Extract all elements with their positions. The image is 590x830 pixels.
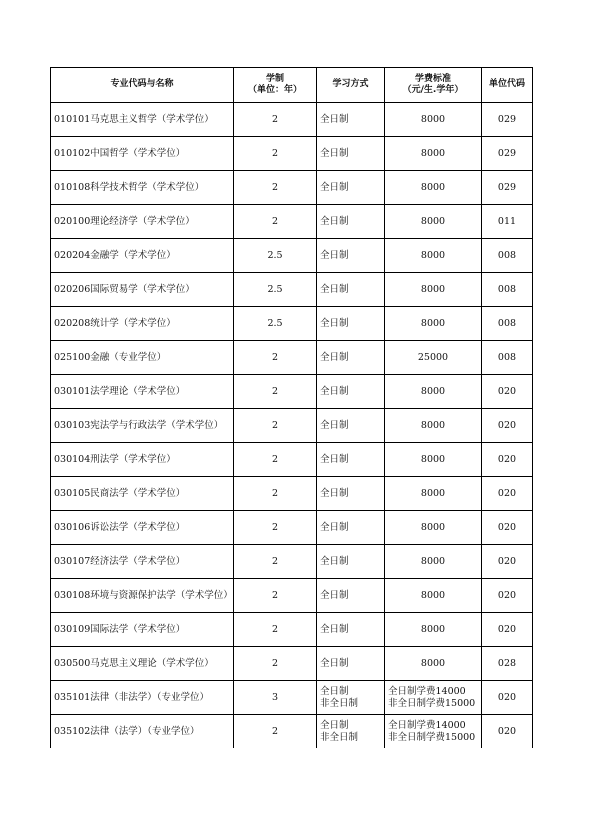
major-name-cell: 020204金融学（学术学位）	[51, 239, 234, 273]
tuition-value: 全日制学费14000	[388, 719, 466, 731]
study-mode-value: 全日制	[320, 487, 349, 499]
tuition-cell	[385, 715, 482, 749]
tuition-cell	[385, 273, 482, 307]
tuition-value: 8000	[420, 589, 446, 601]
unit-code-cell: 029	[482, 103, 533, 137]
tuition-cell	[385, 443, 482, 477]
major-name-cell: 030500马克思主义理论（学术学位）	[51, 647, 234, 681]
study-mode-value: 全日制	[320, 283, 349, 295]
table-row	[51, 103, 533, 137]
study-mode-cell	[317, 477, 385, 511]
duration-cell: 3	[234, 681, 317, 715]
tuition-table	[50, 67, 533, 748]
unit-code-cell: 020	[482, 613, 533, 647]
duration-cell: 2	[234, 613, 317, 647]
unit-code-cell: 020	[482, 375, 533, 409]
table-row	[51, 341, 533, 375]
major-name-cell: 030107经济法学（学术学位）	[51, 545, 234, 579]
duration-cell: 2	[234, 511, 317, 545]
header-major-line: 专业代码与名称	[110, 79, 174, 90]
study-mode-value: 全日制	[320, 419, 349, 431]
unit-code-cell: 020	[482, 409, 533, 443]
tuition-value: 8000	[420, 283, 446, 295]
tuition-value: 非全日制学费15000	[388, 731, 476, 743]
table-row	[51, 273, 533, 307]
table-row	[51, 307, 533, 341]
major-name-cell: 035101法律（非法学）（专业学位）	[51, 681, 234, 715]
table-row	[51, 715, 533, 749]
table-row	[51, 579, 533, 613]
table-body	[51, 103, 533, 749]
tuition-value: 8000	[420, 113, 446, 125]
tuition-value: 8000	[420, 657, 446, 669]
tuition-cell	[385, 205, 482, 239]
header-study-mode-line: 学习方式	[332, 79, 369, 90]
table-row	[51, 511, 533, 545]
unit-code-cell: 020	[482, 715, 533, 749]
table-row	[51, 375, 533, 409]
unit-code-cell: 020	[482, 681, 533, 715]
study-mode-cell	[317, 171, 385, 205]
table-row	[51, 239, 533, 273]
header-row	[51, 68, 533, 103]
study-mode-cell	[317, 409, 385, 443]
tuition-value: 8000	[420, 385, 446, 397]
header-major	[51, 68, 234, 103]
study-mode-cell	[317, 715, 385, 749]
tuition-cell	[385, 341, 482, 375]
study-mode-cell	[317, 511, 385, 545]
study-mode-value: 全日制	[320, 685, 349, 697]
tuition-cell	[385, 137, 482, 171]
unit-code-cell: 008	[482, 273, 533, 307]
study-mode-value: 全日制	[320, 521, 349, 533]
tuition-cell	[385, 511, 482, 545]
header-tuition-line: 学费标准	[414, 73, 451, 84]
study-mode-cell	[317, 103, 385, 137]
duration-cell: 2	[234, 715, 317, 749]
unit-code-cell: 029	[482, 137, 533, 171]
tuition-value: 8000	[420, 487, 446, 499]
study-mode-cell	[317, 137, 385, 171]
duration-cell: 2	[234, 103, 317, 137]
study-mode-value: 全日制	[320, 589, 349, 601]
study-mode-value: 全日制	[320, 317, 349, 329]
study-mode-cell	[317, 239, 385, 273]
table-row	[51, 205, 533, 239]
study-mode-cell	[317, 273, 385, 307]
tuition-cell	[385, 375, 482, 409]
table-row	[51, 171, 533, 205]
study-mode-value: 全日制	[320, 249, 349, 261]
tuition-value: 8000	[420, 249, 446, 261]
study-mode-value: 非全日制	[320, 697, 359, 709]
header-tuition-line: （元/生.学年）	[402, 85, 464, 95]
study-mode-value: 全日制	[320, 181, 349, 193]
table-row	[51, 681, 533, 715]
study-mode-cell	[317, 579, 385, 613]
table-header	[51, 68, 533, 103]
study-mode-value: 全日制	[320, 215, 349, 227]
table-row	[51, 409, 533, 443]
study-mode-value: 全日制	[320, 719, 349, 731]
duration-cell: 2	[234, 171, 317, 205]
major-name-cell: 030106诉讼法学（学术学位）	[51, 511, 234, 545]
study-mode-cell	[317, 307, 385, 341]
tuition-cell	[385, 409, 482, 443]
tuition-value: 全日制学费14000	[388, 685, 466, 697]
unit-code-cell: 020	[482, 511, 533, 545]
study-mode-value: 全日制	[320, 113, 349, 125]
tuition-cell	[385, 239, 482, 273]
major-name-cell: 025100金融（专业学位）	[51, 341, 234, 375]
header-duration-line: 学制	[265, 73, 284, 84]
major-name-cell: 030108环境与资源保护法学（学术学位）	[51, 579, 234, 613]
study-mode-value: 全日制	[320, 385, 349, 397]
table-row	[51, 647, 533, 681]
duration-cell: 2	[234, 375, 317, 409]
tuition-cell	[385, 579, 482, 613]
tuition-cell	[385, 477, 482, 511]
table-row	[51, 613, 533, 647]
study-mode-cell	[317, 613, 385, 647]
tuition-value: 8000	[420, 453, 446, 465]
duration-cell: 2	[234, 477, 317, 511]
table-row	[51, 477, 533, 511]
tuition-cell	[385, 103, 482, 137]
duration-cell: 2	[234, 443, 317, 477]
tuition-value: 8000	[420, 419, 446, 431]
unit-code-cell: 008	[482, 341, 533, 375]
duration-cell: 2	[234, 647, 317, 681]
unit-code-cell: 020	[482, 443, 533, 477]
tuition-value: 8000	[420, 623, 446, 635]
major-name-cell: 030105民商法学（学术学位）	[51, 477, 234, 511]
tuition-cell	[385, 545, 482, 579]
major-name-cell: 035102法律（法学）（专业学位）	[51, 715, 234, 749]
unit-code-cell: 008	[482, 307, 533, 341]
unit-code-cell: 020	[482, 545, 533, 579]
table-row	[51, 443, 533, 477]
header-unit-code-line: 单位代码	[488, 79, 525, 90]
study-mode-cell	[317, 647, 385, 681]
tuition-value: 8000	[420, 147, 446, 159]
header-study-mode	[317, 68, 385, 103]
table-row	[51, 545, 533, 579]
tuition-value: 非全日制学费15000	[388, 697, 476, 709]
unit-code-cell: 008	[482, 239, 533, 273]
tuition-value: 8000	[420, 521, 446, 533]
tuition-cell	[385, 613, 482, 647]
major-name-cell: 020100理论经济学（学术学位）	[51, 205, 234, 239]
study-mode-value: 全日制	[320, 657, 349, 669]
header-unit-code	[482, 68, 533, 103]
major-name-cell: 020206国际贸易学（学术学位）	[51, 273, 234, 307]
study-mode-cell	[317, 341, 385, 375]
major-name-cell: 030103宪法学与行政法学（学术学位）	[51, 409, 234, 443]
unit-code-cell: 028	[482, 647, 533, 681]
major-name-cell: 030104刑法学（学术学位）	[51, 443, 234, 477]
major-name-cell: 030109国际法学（学术学位）	[51, 613, 234, 647]
tuition-value: 8000	[420, 215, 446, 227]
tuition-cell	[385, 307, 482, 341]
unit-code-cell: 029	[482, 171, 533, 205]
study-mode-value: 全日制	[320, 351, 349, 363]
table-row	[51, 137, 533, 171]
major-name-cell: 010108科学技术哲学（学术学位）	[51, 171, 234, 205]
unit-code-cell: 020	[482, 477, 533, 511]
unit-code-cell: 020	[482, 579, 533, 613]
major-name-cell: 010102中国哲学（学术学位）	[51, 137, 234, 171]
tuition-value: 25000	[417, 351, 449, 363]
duration-cell: 2	[234, 205, 317, 239]
header-tuition	[385, 68, 482, 103]
duration-cell: 2	[234, 137, 317, 171]
duration-cell: 2.5	[234, 239, 317, 273]
unit-code-cell: 011	[482, 205, 533, 239]
duration-cell: 2.5	[234, 307, 317, 341]
header-duration-line: （单位：年）	[247, 85, 302, 95]
duration-cell: 2	[234, 341, 317, 375]
tuition-value: 8000	[420, 317, 446, 329]
duration-cell: 2	[234, 409, 317, 443]
study-mode-cell	[317, 545, 385, 579]
tuition-cell	[385, 647, 482, 681]
study-mode-cell	[317, 205, 385, 239]
study-mode-value: 非全日制	[320, 731, 359, 743]
major-name-cell: 030101法学理论（学术学位）	[51, 375, 234, 409]
study-mode-value: 全日制	[320, 623, 349, 635]
major-name-cell: 010101马克思主义哲学（学术学位）	[51, 103, 234, 137]
study-mode-cell	[317, 681, 385, 715]
tuition-value: 8000	[420, 555, 446, 567]
tuition-value: 8000	[420, 181, 446, 193]
study-mode-value: 全日制	[320, 453, 349, 465]
duration-cell: 2	[234, 545, 317, 579]
study-mode-value: 全日制	[320, 147, 349, 159]
header-duration	[234, 68, 317, 103]
study-mode-cell	[317, 443, 385, 477]
study-mode-cell	[317, 375, 385, 409]
tuition-cell	[385, 681, 482, 715]
tuition-cell	[385, 171, 482, 205]
duration-cell: 2	[234, 579, 317, 613]
major-name-cell: 020208统计学（学术学位）	[51, 307, 234, 341]
study-mode-value: 全日制	[320, 555, 349, 567]
duration-cell: 2.5	[234, 273, 317, 307]
